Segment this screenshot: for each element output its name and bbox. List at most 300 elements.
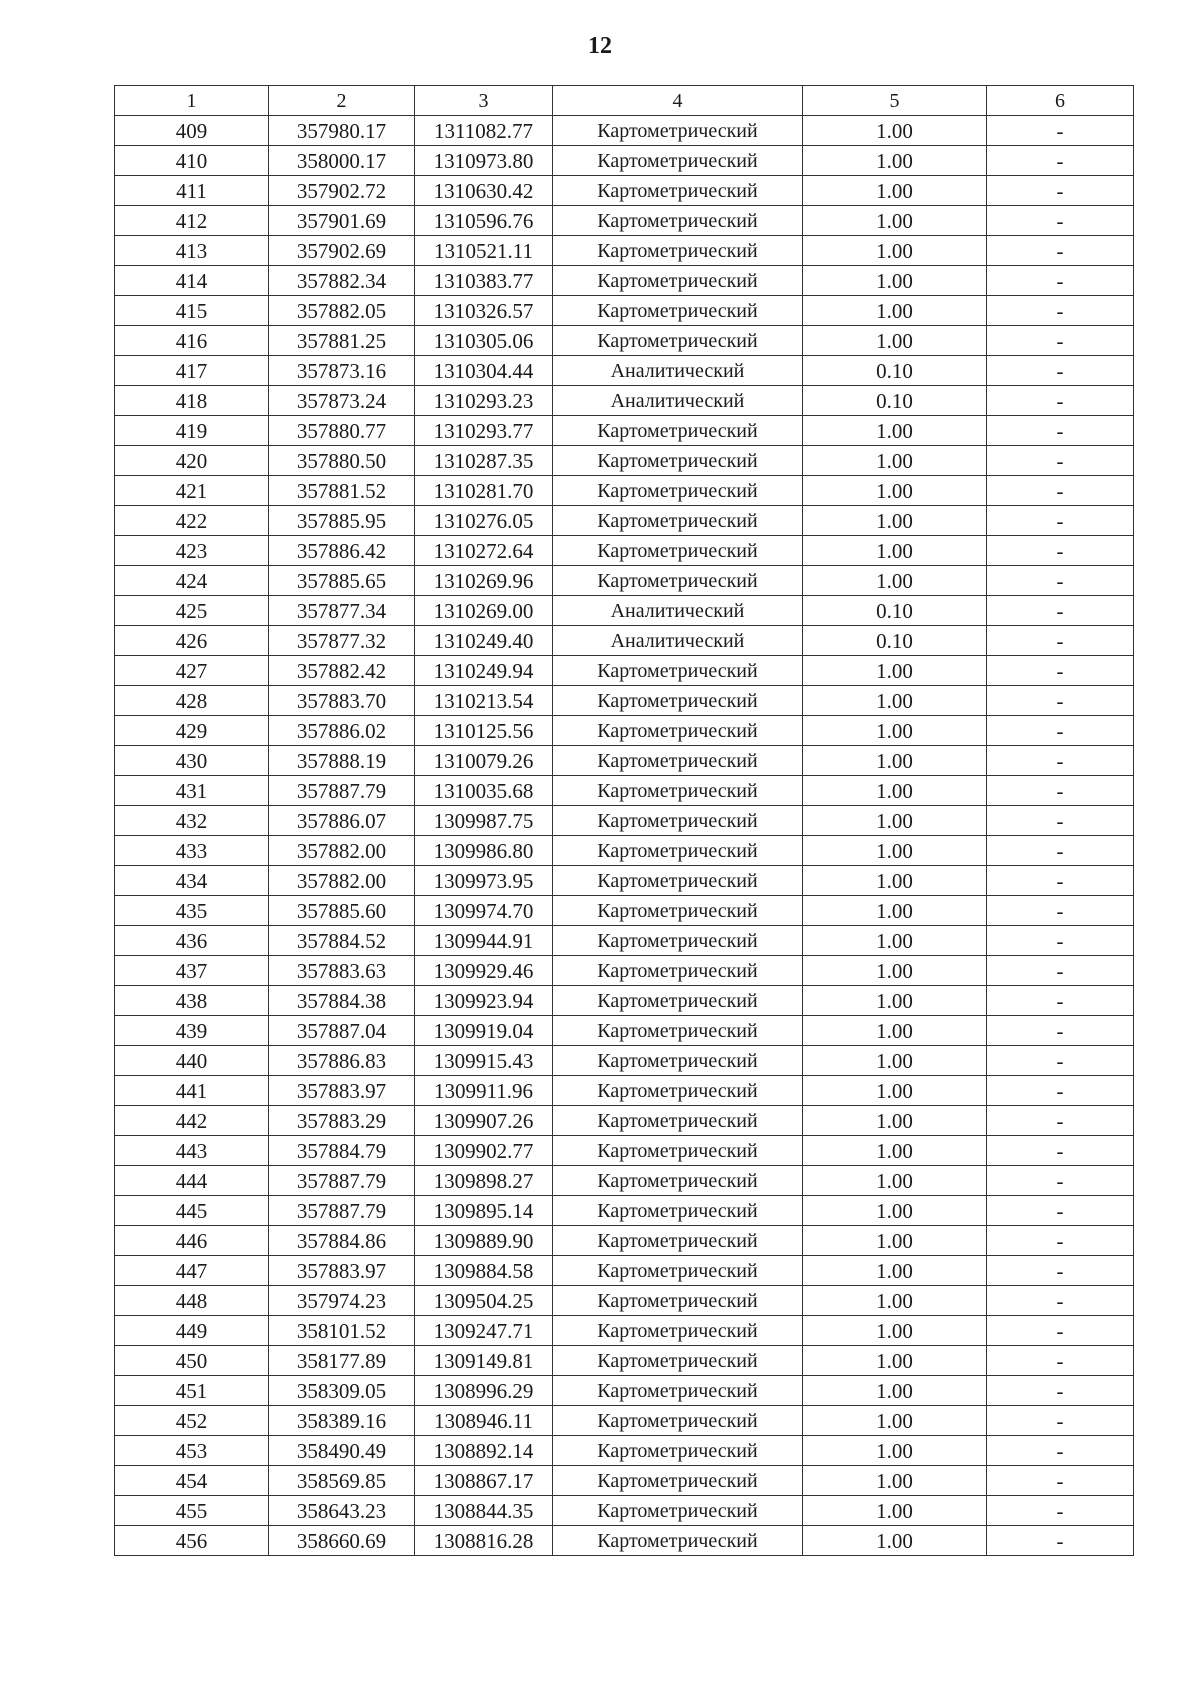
- point-number-cell: 418: [115, 386, 269, 416]
- y-coordinate-cell: 1308996.29: [415, 1376, 553, 1406]
- note-cell: -: [987, 1526, 1134, 1556]
- method-cell: Картометрический: [553, 206, 803, 236]
- y-coordinate-cell: 1310281.70: [415, 476, 553, 506]
- x-coordinate-cell: 357902.69: [269, 236, 415, 266]
- accuracy-cell: 1.00: [803, 476, 987, 506]
- table-row: [115, 836, 1134, 866]
- point-number-cell: 420: [115, 446, 269, 476]
- table-row: [115, 476, 1134, 506]
- y-coordinate-cell: 1310249.94: [415, 656, 553, 686]
- note-cell: -: [987, 176, 1134, 206]
- y-coordinate-cell: 1309247.71: [415, 1316, 553, 1346]
- point-number-cell: 434: [115, 866, 269, 896]
- y-coordinate-cell: 1310213.54: [415, 686, 553, 716]
- y-coordinate-cell: 1309902.77: [415, 1136, 553, 1166]
- y-coordinate-cell: 1309907.26: [415, 1106, 553, 1136]
- point-number-cell: 425: [115, 596, 269, 626]
- y-coordinate-cell: 1310272.64: [415, 536, 553, 566]
- table-row: [115, 686, 1134, 716]
- point-number-cell: 454: [115, 1466, 269, 1496]
- note-cell: -: [987, 1496, 1134, 1526]
- method-cell: Картометрический: [553, 926, 803, 956]
- table-row: [115, 266, 1134, 296]
- x-coordinate-cell: 358177.89: [269, 1346, 415, 1376]
- table-row: [115, 806, 1134, 836]
- table-row: [115, 1406, 1134, 1436]
- x-coordinate-cell: 357974.23: [269, 1286, 415, 1316]
- method-cell: Картометрический: [553, 266, 803, 296]
- note-cell: -: [987, 626, 1134, 656]
- method-cell: Картометрический: [553, 1526, 803, 1556]
- note-cell: -: [987, 596, 1134, 626]
- accuracy-cell: 1.00: [803, 1316, 987, 1346]
- table-row: [115, 506, 1134, 536]
- accuracy-cell: 1.00: [803, 956, 987, 986]
- method-cell: Картометрический: [553, 1196, 803, 1226]
- point-number-cell: 456: [115, 1526, 269, 1556]
- method-cell: Картометрический: [553, 866, 803, 896]
- accuracy-cell: 0.10: [803, 596, 987, 626]
- point-number-cell: 441: [115, 1076, 269, 1106]
- accuracy-cell: 1.00: [803, 146, 987, 176]
- note-cell: -: [987, 656, 1134, 686]
- point-number-cell: 415: [115, 296, 269, 326]
- coordinates-table: [114, 85, 1134, 1556]
- accuracy-cell: 1.00: [803, 506, 987, 536]
- x-coordinate-cell: 358643.23: [269, 1496, 415, 1526]
- accuracy-cell: 1.00: [803, 1106, 987, 1136]
- note-cell: -: [987, 206, 1134, 236]
- accuracy-cell: 1.00: [803, 1376, 987, 1406]
- accuracy-cell: 1.00: [803, 1046, 987, 1076]
- note-cell: -: [987, 806, 1134, 836]
- x-coordinate-cell: 357885.60: [269, 896, 415, 926]
- table-row: [115, 206, 1134, 236]
- note-cell: -: [987, 1346, 1134, 1376]
- table-row: [115, 1136, 1134, 1166]
- y-coordinate-cell: 1310973.80: [415, 146, 553, 176]
- note-cell: -: [987, 866, 1134, 896]
- x-coordinate-cell: 357883.97: [269, 1256, 415, 1286]
- table-row: [115, 386, 1134, 416]
- accuracy-cell: 1.00: [803, 746, 987, 776]
- point-number-cell: 412: [115, 206, 269, 236]
- x-coordinate-cell: 357884.52: [269, 926, 415, 956]
- table-row: [115, 1166, 1134, 1196]
- y-coordinate-cell: 1308816.28: [415, 1526, 553, 1556]
- point-number-cell: 448: [115, 1286, 269, 1316]
- table-row: [115, 956, 1134, 986]
- y-coordinate-cell: 1310596.76: [415, 206, 553, 236]
- x-coordinate-cell: 357882.34: [269, 266, 415, 296]
- note-cell: -: [987, 326, 1134, 356]
- method-cell: Картометрический: [553, 1316, 803, 1346]
- x-coordinate-cell: 357881.25: [269, 326, 415, 356]
- y-coordinate-cell: 1310304.44: [415, 356, 553, 386]
- table-row: [115, 326, 1134, 356]
- accuracy-cell: 0.10: [803, 626, 987, 656]
- x-coordinate-cell: 358660.69: [269, 1526, 415, 1556]
- y-coordinate-cell: 1309973.95: [415, 866, 553, 896]
- point-number-cell: 414: [115, 266, 269, 296]
- point-number-cell: 421: [115, 476, 269, 506]
- accuracy-cell: 0.10: [803, 356, 987, 386]
- table-row: [115, 416, 1134, 446]
- column-header: 4: [553, 86, 803, 116]
- accuracy-cell: 1.00: [803, 1346, 987, 1376]
- method-cell: Картометрический: [553, 746, 803, 776]
- point-number-cell: 424: [115, 566, 269, 596]
- note-cell: -: [987, 1436, 1134, 1466]
- method-cell: Картометрический: [553, 416, 803, 446]
- method-cell: Картометрический: [553, 656, 803, 686]
- point-number-cell: 445: [115, 1196, 269, 1226]
- y-coordinate-cell: 1310269.00: [415, 596, 553, 626]
- note-cell: -: [987, 446, 1134, 476]
- table-row: [115, 596, 1134, 626]
- method-cell: Картометрический: [553, 716, 803, 746]
- accuracy-cell: 1.00: [803, 416, 987, 446]
- y-coordinate-cell: 1310035.68: [415, 776, 553, 806]
- table-row: [115, 1016, 1134, 1046]
- point-number-cell: 432: [115, 806, 269, 836]
- method-cell: Аналитический: [553, 356, 803, 386]
- y-coordinate-cell: 1309923.94: [415, 986, 553, 1016]
- method-cell: Картометрический: [553, 1466, 803, 1496]
- table-row: [115, 1286, 1134, 1316]
- table-row: [115, 146, 1134, 176]
- x-coordinate-cell: 357883.97: [269, 1076, 415, 1106]
- x-coordinate-cell: 357887.79: [269, 1196, 415, 1226]
- table-row: [115, 626, 1134, 656]
- x-coordinate-cell: 358569.85: [269, 1466, 415, 1496]
- accuracy-cell: 1.00: [803, 296, 987, 326]
- point-number-cell: 447: [115, 1256, 269, 1286]
- method-cell: Аналитический: [553, 596, 803, 626]
- accuracy-cell: 1.00: [803, 1496, 987, 1526]
- accuracy-cell: 1.00: [803, 176, 987, 206]
- y-coordinate-cell: 1310305.06: [415, 326, 553, 356]
- accuracy-cell: 1.00: [803, 1256, 987, 1286]
- point-number-cell: 439: [115, 1016, 269, 1046]
- method-cell: Картометрический: [553, 236, 803, 266]
- note-cell: -: [987, 926, 1134, 956]
- point-number-cell: 449: [115, 1316, 269, 1346]
- table-row: [115, 356, 1134, 386]
- y-coordinate-cell: 1308946.11: [415, 1406, 553, 1436]
- table-row: [115, 296, 1134, 326]
- method-cell: Картометрический: [553, 986, 803, 1016]
- x-coordinate-cell: 358490.49: [269, 1436, 415, 1466]
- method-cell: Картометрический: [553, 476, 803, 506]
- note-cell: -: [987, 686, 1134, 716]
- point-number-cell: 431: [115, 776, 269, 806]
- y-coordinate-cell: 1310326.57: [415, 296, 553, 326]
- method-cell: Картометрический: [553, 956, 803, 986]
- note-cell: -: [987, 116, 1134, 146]
- point-number-cell: 455: [115, 1496, 269, 1526]
- y-coordinate-cell: 1310293.23: [415, 386, 553, 416]
- y-coordinate-cell: 1309987.75: [415, 806, 553, 836]
- x-coordinate-cell: 357873.16: [269, 356, 415, 386]
- table-row: [115, 866, 1134, 896]
- column-header: 2: [269, 86, 415, 116]
- note-cell: -: [987, 746, 1134, 776]
- accuracy-cell: 1.00: [803, 266, 987, 296]
- y-coordinate-cell: 1309986.80: [415, 836, 553, 866]
- x-coordinate-cell: 357884.79: [269, 1136, 415, 1166]
- note-cell: -: [987, 1466, 1134, 1496]
- accuracy-cell: 1.00: [803, 536, 987, 566]
- table-row: [115, 1226, 1134, 1256]
- x-coordinate-cell: 357884.38: [269, 986, 415, 1016]
- accuracy-cell: 1.00: [803, 566, 987, 596]
- note-cell: -: [987, 536, 1134, 566]
- x-coordinate-cell: 357887.79: [269, 776, 415, 806]
- accuracy-cell: 1.00: [803, 866, 987, 896]
- method-cell: Картометрический: [553, 116, 803, 146]
- x-coordinate-cell: 357888.19: [269, 746, 415, 776]
- note-cell: -: [987, 1376, 1134, 1406]
- note-cell: -: [987, 476, 1134, 506]
- point-number-cell: 413: [115, 236, 269, 266]
- note-cell: -: [987, 836, 1134, 866]
- point-number-cell: 427: [115, 656, 269, 686]
- point-number-cell: 417: [115, 356, 269, 386]
- x-coordinate-cell: 357881.52: [269, 476, 415, 506]
- table-row: [115, 896, 1134, 926]
- table-row: [115, 776, 1134, 806]
- note-cell: -: [987, 1076, 1134, 1106]
- accuracy-cell: 1.00: [803, 1166, 987, 1196]
- accuracy-cell: 1.00: [803, 116, 987, 146]
- x-coordinate-cell: 357882.00: [269, 836, 415, 866]
- note-cell: -: [987, 1046, 1134, 1076]
- x-coordinate-cell: 357883.29: [269, 1106, 415, 1136]
- column-header: 3: [415, 86, 553, 116]
- y-coordinate-cell: 1311082.77: [415, 116, 553, 146]
- x-coordinate-cell: 357901.69: [269, 206, 415, 236]
- y-coordinate-cell: 1310249.40: [415, 626, 553, 656]
- y-coordinate-cell: 1310276.05: [415, 506, 553, 536]
- method-cell: Картометрический: [553, 506, 803, 536]
- note-cell: -: [987, 1166, 1134, 1196]
- table-row: [115, 1256, 1134, 1286]
- method-cell: Картометрический: [553, 836, 803, 866]
- table-row: [115, 446, 1134, 476]
- table-row: [115, 716, 1134, 746]
- point-number-cell: 433: [115, 836, 269, 866]
- y-coordinate-cell: 1309504.25: [415, 1286, 553, 1316]
- x-coordinate-cell: 357887.79: [269, 1166, 415, 1196]
- method-cell: Картометрический: [553, 446, 803, 476]
- table-row: [115, 656, 1134, 686]
- method-cell: Картометрический: [553, 1436, 803, 1466]
- method-cell: Картометрический: [553, 1286, 803, 1316]
- point-number-cell: 450: [115, 1346, 269, 1376]
- x-coordinate-cell: 357886.83: [269, 1046, 415, 1076]
- accuracy-cell: 1.00: [803, 236, 987, 266]
- y-coordinate-cell: 1310293.77: [415, 416, 553, 446]
- method-cell: Картометрический: [553, 776, 803, 806]
- accuracy-cell: 1.00: [803, 926, 987, 956]
- point-number-cell: 443: [115, 1136, 269, 1166]
- accuracy-cell: 1.00: [803, 1436, 987, 1466]
- accuracy-cell: 0.10: [803, 386, 987, 416]
- point-number-cell: 428: [115, 686, 269, 716]
- x-coordinate-cell: 357887.04: [269, 1016, 415, 1046]
- method-cell: Картометрический: [553, 1496, 803, 1526]
- table-body: [115, 116, 1134, 1556]
- point-number-cell: 426: [115, 626, 269, 656]
- note-cell: -: [987, 1106, 1134, 1136]
- y-coordinate-cell: 1308892.14: [415, 1436, 553, 1466]
- note-cell: -: [987, 1136, 1134, 1166]
- method-cell: Картометрический: [553, 1226, 803, 1256]
- accuracy-cell: 1.00: [803, 1466, 987, 1496]
- table-row: [115, 1376, 1134, 1406]
- y-coordinate-cell: 1310521.11: [415, 236, 553, 266]
- y-coordinate-cell: 1309895.14: [415, 1196, 553, 1226]
- x-coordinate-cell: 357882.05: [269, 296, 415, 326]
- point-number-cell: 419: [115, 416, 269, 446]
- method-cell: Картометрический: [553, 176, 803, 206]
- note-cell: -: [987, 1406, 1134, 1436]
- x-coordinate-cell: 357886.07: [269, 806, 415, 836]
- method-cell: Картометрический: [553, 1076, 803, 1106]
- x-coordinate-cell: 357883.63: [269, 956, 415, 986]
- accuracy-cell: 1.00: [803, 686, 987, 716]
- y-coordinate-cell: 1310269.96: [415, 566, 553, 596]
- point-number-cell: 437: [115, 956, 269, 986]
- accuracy-cell: 1.00: [803, 1016, 987, 1046]
- method-cell: Картометрический: [553, 686, 803, 716]
- note-cell: -: [987, 146, 1134, 176]
- y-coordinate-cell: 1310630.42: [415, 176, 553, 206]
- note-cell: -: [987, 716, 1134, 746]
- table-row: [115, 746, 1134, 776]
- accuracy-cell: 1.00: [803, 446, 987, 476]
- method-cell: Картометрический: [553, 1106, 803, 1136]
- accuracy-cell: 1.00: [803, 1526, 987, 1556]
- point-number-cell: 422: [115, 506, 269, 536]
- method-cell: Картометрический: [553, 566, 803, 596]
- column-header: 5: [803, 86, 987, 116]
- x-coordinate-cell: 357877.32: [269, 626, 415, 656]
- note-cell: -: [987, 956, 1134, 986]
- point-number-cell: 453: [115, 1436, 269, 1466]
- method-cell: Картометрический: [553, 146, 803, 176]
- x-coordinate-cell: 357902.72: [269, 176, 415, 206]
- accuracy-cell: 1.00: [803, 1286, 987, 1316]
- x-coordinate-cell: 358101.52: [269, 1316, 415, 1346]
- table-row: [115, 1496, 1134, 1526]
- method-cell: Картометрический: [553, 1136, 803, 1166]
- table-row: [115, 1436, 1134, 1466]
- point-number-cell: 446: [115, 1226, 269, 1256]
- table-row: [115, 986, 1134, 1016]
- accuracy-cell: 1.00: [803, 986, 987, 1016]
- y-coordinate-cell: 1310125.56: [415, 716, 553, 746]
- x-coordinate-cell: 357882.00: [269, 866, 415, 896]
- method-cell: Картометрический: [553, 296, 803, 326]
- accuracy-cell: 1.00: [803, 326, 987, 356]
- x-coordinate-cell: 357886.42: [269, 536, 415, 566]
- y-coordinate-cell: 1309889.90: [415, 1226, 553, 1256]
- column-header: 6: [987, 86, 1134, 116]
- accuracy-cell: 1.00: [803, 716, 987, 746]
- table-row: [115, 1106, 1134, 1136]
- y-coordinate-cell: 1309944.91: [415, 926, 553, 956]
- note-cell: -: [987, 1196, 1134, 1226]
- x-coordinate-cell: 358389.16: [269, 1406, 415, 1436]
- accuracy-cell: 1.00: [803, 1226, 987, 1256]
- x-coordinate-cell: 357884.86: [269, 1226, 415, 1256]
- accuracy-cell: 1.00: [803, 206, 987, 236]
- point-number-cell: 442: [115, 1106, 269, 1136]
- y-coordinate-cell: 1309884.58: [415, 1256, 553, 1286]
- note-cell: -: [987, 776, 1134, 806]
- note-cell: -: [987, 1226, 1134, 1256]
- method-cell: Аналитический: [553, 626, 803, 656]
- point-number-cell: 409: [115, 116, 269, 146]
- method-cell: Картометрический: [553, 1376, 803, 1406]
- note-cell: -: [987, 566, 1134, 596]
- accuracy-cell: 1.00: [803, 1076, 987, 1106]
- table-row: [115, 1526, 1134, 1556]
- table-row: [115, 1196, 1134, 1226]
- y-coordinate-cell: 1309919.04: [415, 1016, 553, 1046]
- accuracy-cell: 1.00: [803, 896, 987, 926]
- note-cell: -: [987, 1316, 1134, 1346]
- x-coordinate-cell: 358000.17: [269, 146, 415, 176]
- table-row: [115, 116, 1134, 146]
- x-coordinate-cell: 357886.02: [269, 716, 415, 746]
- y-coordinate-cell: 1309149.81: [415, 1346, 553, 1376]
- method-cell: Картометрический: [553, 536, 803, 566]
- point-number-cell: 440: [115, 1046, 269, 1076]
- point-number-cell: 410: [115, 146, 269, 176]
- point-number-cell: 423: [115, 536, 269, 566]
- method-cell: Картометрический: [553, 896, 803, 926]
- accuracy-cell: 1.00: [803, 1196, 987, 1226]
- y-coordinate-cell: 1310383.77: [415, 266, 553, 296]
- y-coordinate-cell: 1309911.96: [415, 1076, 553, 1106]
- point-number-cell: 444: [115, 1166, 269, 1196]
- note-cell: -: [987, 1256, 1134, 1286]
- point-number-cell: 436: [115, 926, 269, 956]
- table-row: [115, 1046, 1134, 1076]
- accuracy-cell: 1.00: [803, 836, 987, 866]
- note-cell: -: [987, 296, 1134, 326]
- accuracy-cell: 1.00: [803, 776, 987, 806]
- point-number-cell: 430: [115, 746, 269, 776]
- table-row: [115, 566, 1134, 596]
- table-row: [115, 236, 1134, 266]
- note-cell: -: [987, 356, 1134, 386]
- note-cell: -: [987, 266, 1134, 296]
- method-cell: Картометрический: [553, 806, 803, 836]
- accuracy-cell: 1.00: [803, 656, 987, 686]
- y-coordinate-cell: 1308867.17: [415, 1466, 553, 1496]
- note-cell: -: [987, 1286, 1134, 1316]
- x-coordinate-cell: 357883.70: [269, 686, 415, 716]
- y-coordinate-cell: 1310287.35: [415, 446, 553, 476]
- y-coordinate-cell: 1309915.43: [415, 1046, 553, 1076]
- x-coordinate-cell: 357882.42: [269, 656, 415, 686]
- y-coordinate-cell: 1309974.70: [415, 896, 553, 926]
- table-row: [115, 536, 1134, 566]
